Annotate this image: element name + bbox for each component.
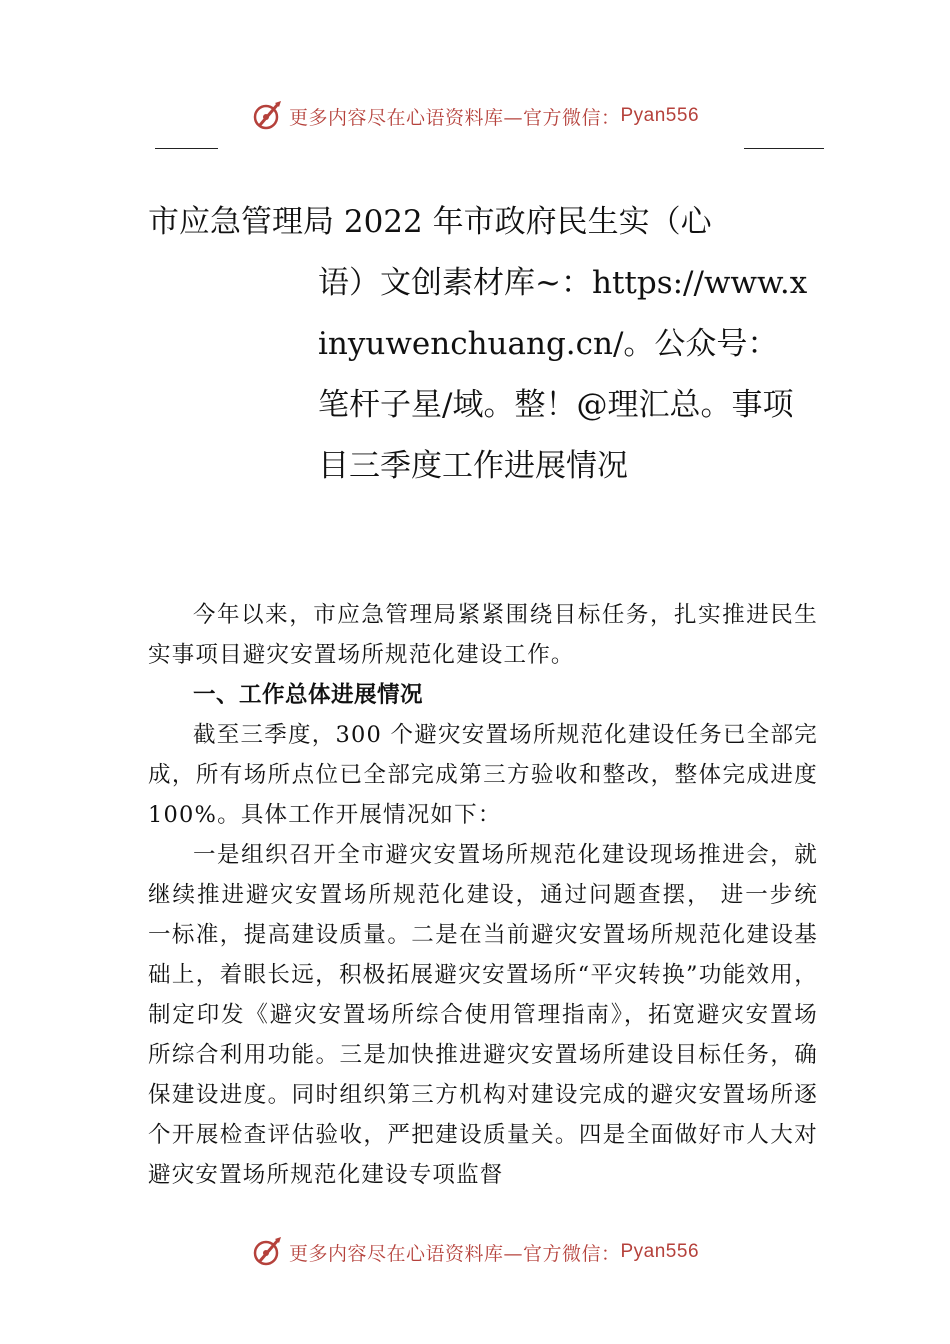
intro-paragraph: 今年以来，市应急管理局紧紧围绕目标任务，扎实推进民生实事项目避灾安置场所规范化建设工作。 bbox=[148, 602, 818, 668]
details-paragraph: 一是组织召开全市避灾安置场所规范化建设现场推进会，就继续推进避灾安置场所规范化建设，通过问题查摆， 进一步统一标准，提高建设质量。二是在当前避灾安置场所规范化建设基础上，着眼长远，积极拓展避灾安置场所“平灾转换”功能效用，制定印发《避灾安置场所综合使用管理指南》，拓宽避灾安置场所综合利用功能。三是加快推进避灾安置场所建设目标任务，确保建设进度。同时组织第三方机构对建设完成的避灾安置场所逐个开展检查评估验收，严把建设质量关。四是全面做好市人大对避灾安置场所规范化建设专项监督 bbox=[148, 842, 818, 1188]
watermark-text: 更多内容尽在心语资料库—官方微信： bbox=[288, 106, 621, 129]
watermark-banner-bottom bbox=[0, 1232, 950, 1272]
watermark-wechat-id: Pyan556 bbox=[620, 105, 700, 126]
document-title bbox=[148, 192, 808, 497]
watermark-banner-top bbox=[0, 96, 950, 136]
header-rule-left bbox=[155, 148, 218, 149]
brush-logo-icon bbox=[251, 99, 285, 133]
title-continuation: 语）文创素材库~：https://www.xinyuwenchuang.cn/。公众号：笔杆子星/域。整！@理汇总。事项目三季度工作进展情况 bbox=[318, 265, 808, 484]
document-body bbox=[148, 595, 818, 1188]
brush-logo-icon bbox=[251, 1235, 285, 1269]
progress-paragraph: 截至三季度，300 个避灾安置场所规范化建设任务已全部完成，所有场所点位已全部完成第三方验收和整改，整体完成进度 100%。具体工作开展情况如下： bbox=[148, 722, 818, 828]
header-rule-right bbox=[744, 148, 824, 149]
section-heading-1: 一、工作总体进展情况 bbox=[193, 682, 424, 708]
watermark-text: 更多内容尽在心语资料库—官方微信： bbox=[288, 1242, 621, 1265]
title-line-1: 市应急管理局 2022 年市政府民生实（心 bbox=[148, 204, 712, 240]
watermark-wechat-id: Pyan556 bbox=[620, 1241, 700, 1262]
